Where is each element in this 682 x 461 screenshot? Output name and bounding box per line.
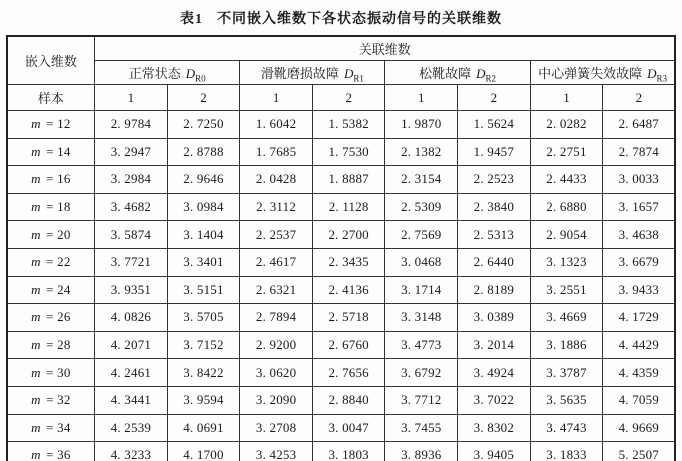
table-row xyxy=(7,193,676,221)
table-cell: 1. 8887 xyxy=(312,166,385,194)
corner-header-embedding-dimension: 嵌入维数 xyxy=(7,36,95,85)
header-row-samples xyxy=(7,85,676,111)
table-cell: 3. 1657 xyxy=(603,193,676,221)
table-cell: 2. 2537 xyxy=(240,221,313,249)
table-cell: 3. 4253 xyxy=(240,442,313,461)
table-cell: 4. 0691 xyxy=(167,414,240,442)
table-cell: 3. 5705 xyxy=(167,304,240,332)
state-subscript: R3 xyxy=(656,73,667,84)
table-cell: 1. 9870 xyxy=(385,111,458,139)
table-cell: 3. 1714 xyxy=(385,276,458,304)
table-row xyxy=(7,248,676,276)
table-cell: 3. 0620 xyxy=(240,359,313,387)
state-header-center-spring-failure xyxy=(530,61,675,85)
header-row-states xyxy=(7,61,676,85)
table-cell: 3. 4682 xyxy=(95,193,168,221)
state-label: 正常状态 xyxy=(128,66,181,81)
table-cell: 3. 2014 xyxy=(458,331,531,359)
table-cell: 2. 9784 xyxy=(95,111,168,139)
table-cell: 3. 0033 xyxy=(603,166,676,194)
table-cell: 3. 7152 xyxy=(167,331,240,359)
table-cell: 2. 9200 xyxy=(240,331,313,359)
table-cell: 2. 8840 xyxy=(312,386,385,414)
table-row xyxy=(7,414,676,442)
table-cell: 2. 2700 xyxy=(312,221,385,249)
table-cell: 3. 4924 xyxy=(458,359,531,387)
table-cell: 2. 9054 xyxy=(530,221,603,249)
table-cell: 2. 8788 xyxy=(167,138,240,166)
table-cell: 1. 7685 xyxy=(240,138,313,166)
table-row xyxy=(7,386,676,414)
table-cell: 3. 0389 xyxy=(458,304,531,332)
table-cell: 2. 3154 xyxy=(385,166,458,194)
table-cell: 3. 8422 xyxy=(167,359,240,387)
sample-col-header: 2 xyxy=(167,85,240,111)
table-row xyxy=(7,442,676,461)
table-cell: 3. 9351 xyxy=(95,276,168,304)
row-label: m = 30 xyxy=(7,359,95,387)
table-cell: 4. 4429 xyxy=(603,331,676,359)
table-cell: 3. 5151 xyxy=(167,276,240,304)
table-cell: 4. 1729 xyxy=(603,304,676,332)
sample-header: 样本 xyxy=(7,85,95,111)
table-cell: 3. 8302 xyxy=(458,414,531,442)
state-label: 中心弹簧失效故障 xyxy=(538,66,643,81)
row-label: m = 32 xyxy=(7,386,95,414)
table-cell: 3. 8936 xyxy=(385,442,458,461)
table-cell: 2. 1128 xyxy=(312,193,385,221)
row-label: m = 14 xyxy=(7,138,95,166)
row-label: m = 12 xyxy=(7,111,95,139)
table-cell: 2. 2523 xyxy=(458,166,531,194)
sample-col-header: 2 xyxy=(312,85,385,111)
table-cell: 2. 4617 xyxy=(240,248,313,276)
table-cell: 2. 6487 xyxy=(603,111,676,139)
state-symbol: D xyxy=(185,66,196,81)
table-cell: 3. 5635 xyxy=(530,386,603,414)
row-label: m = 36 xyxy=(7,442,95,461)
table-cell: 3. 4773 xyxy=(385,331,458,359)
table-cell: 3. 1886 xyxy=(530,331,603,359)
table-cell: 3. 0047 xyxy=(312,414,385,442)
state-label: 滑靴磨损故障 xyxy=(260,66,339,81)
sample-col-header: 1 xyxy=(530,85,603,111)
group-header-correlation-dimension: 关联维数 xyxy=(95,36,676,61)
table-row xyxy=(7,111,676,139)
table-cell: 3. 9405 xyxy=(458,442,531,461)
table-cell: 2. 5718 xyxy=(312,304,385,332)
sample-col-header: 1 xyxy=(240,85,313,111)
table-cell: 1. 7530 xyxy=(312,138,385,166)
table-cell: 3. 1404 xyxy=(167,221,240,249)
table-cell: 3. 2551 xyxy=(530,276,603,304)
table-cell: 3. 5874 xyxy=(95,221,168,249)
state-symbol: D xyxy=(343,66,354,81)
table-cell: 3. 1323 xyxy=(530,248,603,276)
table-row xyxy=(7,359,676,387)
table-cell: 3. 0468 xyxy=(385,248,458,276)
table-cell: 3. 4743 xyxy=(530,414,603,442)
state-symbol: D xyxy=(476,66,486,81)
table-row xyxy=(7,221,676,249)
table-cell: 2. 8189 xyxy=(458,276,531,304)
sample-col-header: 2 xyxy=(603,85,676,111)
table-cell: 3. 1833 xyxy=(530,442,603,461)
table-cell: 4. 3233 xyxy=(95,442,168,461)
table-cell: 3. 2947 xyxy=(95,138,168,166)
table-title-label: 表1 xyxy=(180,12,203,27)
table-header xyxy=(7,36,676,111)
row-label: m = 26 xyxy=(7,304,95,332)
row-label: m = 22 xyxy=(7,248,95,276)
table-cell: 2. 9646 xyxy=(167,166,240,194)
table-cell: 2. 4136 xyxy=(312,276,385,304)
table-cell: 3. 9433 xyxy=(603,276,676,304)
table-cell: 2. 2751 xyxy=(530,138,603,166)
row-label: m = 20 xyxy=(7,221,95,249)
row-label: m = 24 xyxy=(7,276,95,304)
table-cell: 3. 3787 xyxy=(530,359,603,387)
sample-col-header: 1 xyxy=(95,85,168,111)
table-cell: 3. 6792 xyxy=(385,359,458,387)
table-cell: 4. 7059 xyxy=(603,386,676,414)
sample-col-header: 1 xyxy=(385,85,458,111)
table-cell: 2. 7569 xyxy=(385,221,458,249)
correlation-dimension-table xyxy=(6,35,677,461)
table-cell: 2. 6760 xyxy=(312,331,385,359)
table-cell: 2. 7874 xyxy=(603,138,676,166)
table-cell: 1. 5624 xyxy=(458,111,531,139)
table-cell: 3. 2984 xyxy=(95,166,168,194)
table-cell: 2. 7250 xyxy=(167,111,240,139)
state-subscript: R1 xyxy=(353,73,364,84)
row-label: m = 34 xyxy=(7,414,95,442)
table-cell: 2. 3112 xyxy=(240,193,313,221)
table-cell: 3. 1803 xyxy=(312,442,385,461)
table-row xyxy=(7,331,676,359)
state-header-normal xyxy=(95,61,240,85)
table-body xyxy=(7,111,676,461)
sample-col-header: 2 xyxy=(458,85,531,111)
table-cell: 5. 2507 xyxy=(603,442,676,461)
table-cell: 2. 6321 xyxy=(240,276,313,304)
row-label: m = 18 xyxy=(7,193,95,221)
state-subscript: R2 xyxy=(485,73,497,84)
table-cell: 3. 3401 xyxy=(167,248,240,276)
table-cell: 2. 7894 xyxy=(240,304,313,332)
table-cell: 4. 4359 xyxy=(603,359,676,387)
row-label: m = 16 xyxy=(7,166,95,194)
state-header-loose-shoe xyxy=(385,61,530,85)
table-cell: 3. 2708 xyxy=(240,414,313,442)
table-cell: 3. 7712 xyxy=(385,386,458,414)
table-title xyxy=(0,6,682,35)
state-label: 松靴故障 xyxy=(419,66,472,81)
state-header-slipper-wear xyxy=(240,61,385,85)
table-cell: 3. 3148 xyxy=(385,304,458,332)
table-cell: 3. 2090 xyxy=(240,386,313,414)
table-cell: 2. 5309 xyxy=(385,193,458,221)
table-row xyxy=(7,276,676,304)
table-cell: 3. 6679 xyxy=(603,248,676,276)
table-cell: 2. 5313 xyxy=(458,221,531,249)
table-cell: 3. 4669 xyxy=(530,304,603,332)
table-row xyxy=(7,138,676,166)
table-cell: 4. 0826 xyxy=(95,304,168,332)
header-row-group xyxy=(7,36,676,61)
table-cell: 4. 2539 xyxy=(95,414,168,442)
table-cell: 1. 9457 xyxy=(458,138,531,166)
table-row xyxy=(7,304,676,332)
table-cell: 3. 0984 xyxy=(167,193,240,221)
table-cell: 1. 6042 xyxy=(240,111,313,139)
table-cell: 3. 7455 xyxy=(385,414,458,442)
table-cell: 2. 3435 xyxy=(312,248,385,276)
table-cell: 4. 2071 xyxy=(95,331,168,359)
table-cell: 2. 1382 xyxy=(385,138,458,166)
table-cell: 2. 3840 xyxy=(458,193,531,221)
table-cell: 2. 6440 xyxy=(458,248,531,276)
table-cell: 4. 2461 xyxy=(95,359,168,387)
row-label: m = 28 xyxy=(7,331,95,359)
table-cell: 2. 6880 xyxy=(530,193,603,221)
table-cell: 2. 4433 xyxy=(530,166,603,194)
table-row xyxy=(7,166,676,194)
state-subscript: R0 xyxy=(195,73,206,84)
table-cell: 2. 0428 xyxy=(240,166,313,194)
state-symbol: D xyxy=(647,66,657,81)
table-cell: 1. 5382 xyxy=(312,111,385,139)
table-cell: 3. 7721 xyxy=(95,248,168,276)
table-cell: 2. 0282 xyxy=(530,111,603,139)
table-cell: 3. 9594 xyxy=(167,386,240,414)
table-cell: 4. 3441 xyxy=(95,386,168,414)
table-cell: 3. 7022 xyxy=(458,386,531,414)
table-cell: 2. 7656 xyxy=(312,359,385,387)
table-cell: 4. 1700 xyxy=(167,442,240,461)
table-cell: 3. 4638 xyxy=(603,221,676,249)
table-title-text: 不同嵌入维数下各状态振动信号的关联维数 xyxy=(217,12,502,27)
table-cell: 4. 9669 xyxy=(603,414,676,442)
